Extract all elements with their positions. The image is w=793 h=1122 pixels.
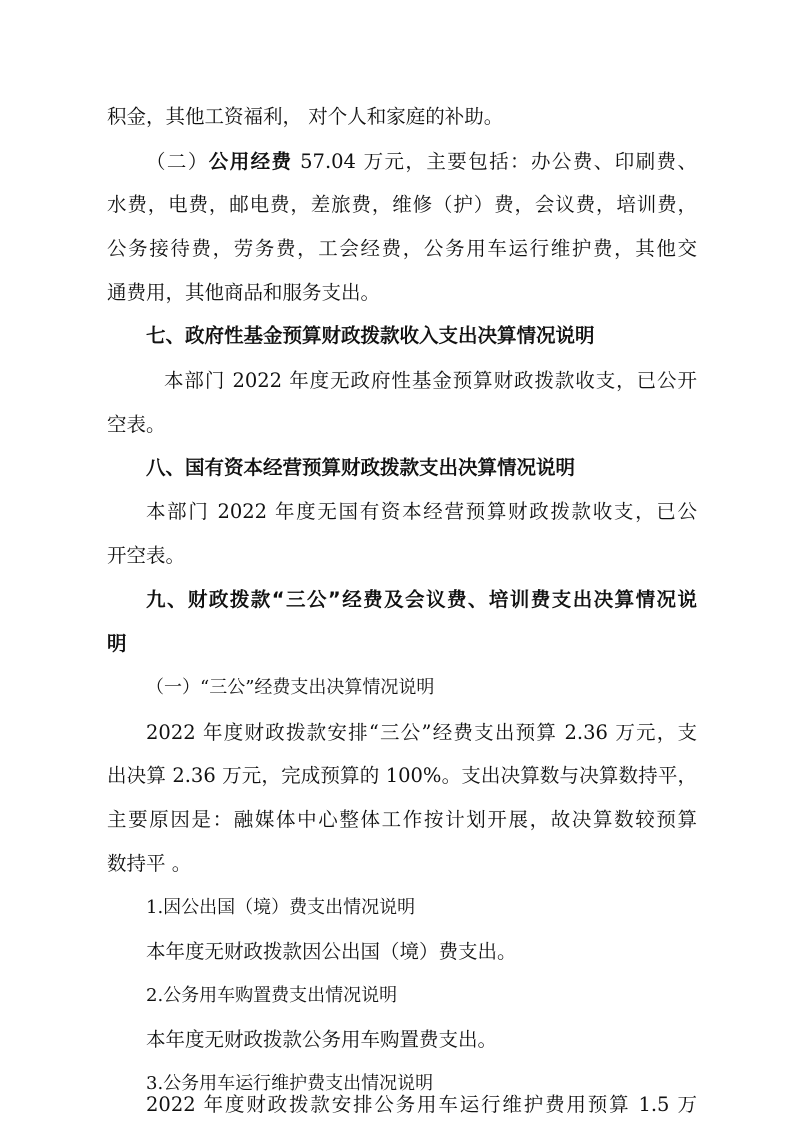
paragraph-line: 空表。 <box>107 413 166 436</box>
list-marker: （二） <box>146 150 209 173</box>
paragraph-line: 公务接待费，劳务费，工会经费，公务用车运行维护费，其他交 <box>107 237 697 260</box>
paragraph-line: 出决算 2.36 万元，完成预算的 100%。支出决算数与决算数持平， <box>107 764 697 787</box>
paragraph-line: 本部门 2022 年度无政府性基金预算财政拨款收支，已公开 <box>164 369 697 392</box>
subsection-heading: 3.公务用车运行维护费支出情况说明 <box>146 1073 434 1094</box>
section-heading: 八、国有资本经营预算财政拨款支出决算情况说明 <box>146 456 576 479</box>
paragraph-line: 积金，其他工资福利， 对个人和家庭的补助。 <box>107 105 504 128</box>
paragraph-line: 本年度无财政拨款因公出国（境）费支出。 <box>146 940 517 963</box>
paragraph-line: 数持平 。 <box>107 852 192 875</box>
subsection-heading: 1.因公出国（境）费支出情况说明 <box>146 897 416 918</box>
paragraph-line: 通费用，其他商品和服务支出。 <box>107 281 381 304</box>
paragraph-text: 57.04 万元，主要包括：办公费、印刷费、 <box>292 150 697 173</box>
section-heading: 明 <box>107 632 127 655</box>
paragraph-line: 本部门 2022 年度无国有资本经营预算财政拨款收支，已公 <box>146 500 697 523</box>
paragraph-line: 2022 年度财政拨款安排公务用车运行维护费用预算 1.5 万 <box>146 1093 697 1116</box>
subsection-heading: 2.公务用车购置费支出情况说明 <box>146 985 398 1006</box>
section-heading: 七、政府性基金预算财政拨款收入支出决算情况说明 <box>146 324 595 347</box>
paragraph-line: 本年度无财政拨款公务用车购置费支出。 <box>146 1028 498 1051</box>
subsection-heading: （一）“三公”经费支出决算情况说明 <box>146 677 435 698</box>
paragraph-line: 开空表。 <box>107 544 186 567</box>
paragraph-line: 2022 年度财政拨款安排“三公”经费支出预算 2.36 万元，支 <box>146 721 697 744</box>
bold-term: 公用经费 <box>208 150 293 173</box>
section-heading: 九、财政拨款“三公”经费及会议费、培训费支出决算情况说 <box>146 588 697 611</box>
paragraph-line <box>146 145 697 179</box>
paragraph-line: 水费，电费，邮电费，差旅费，维修（护）费，会议费，培训费， <box>107 193 697 216</box>
paragraph-line: 主要原因是：融媒体中心整体工作按计划开展，故决算数较预算 <box>107 808 697 831</box>
